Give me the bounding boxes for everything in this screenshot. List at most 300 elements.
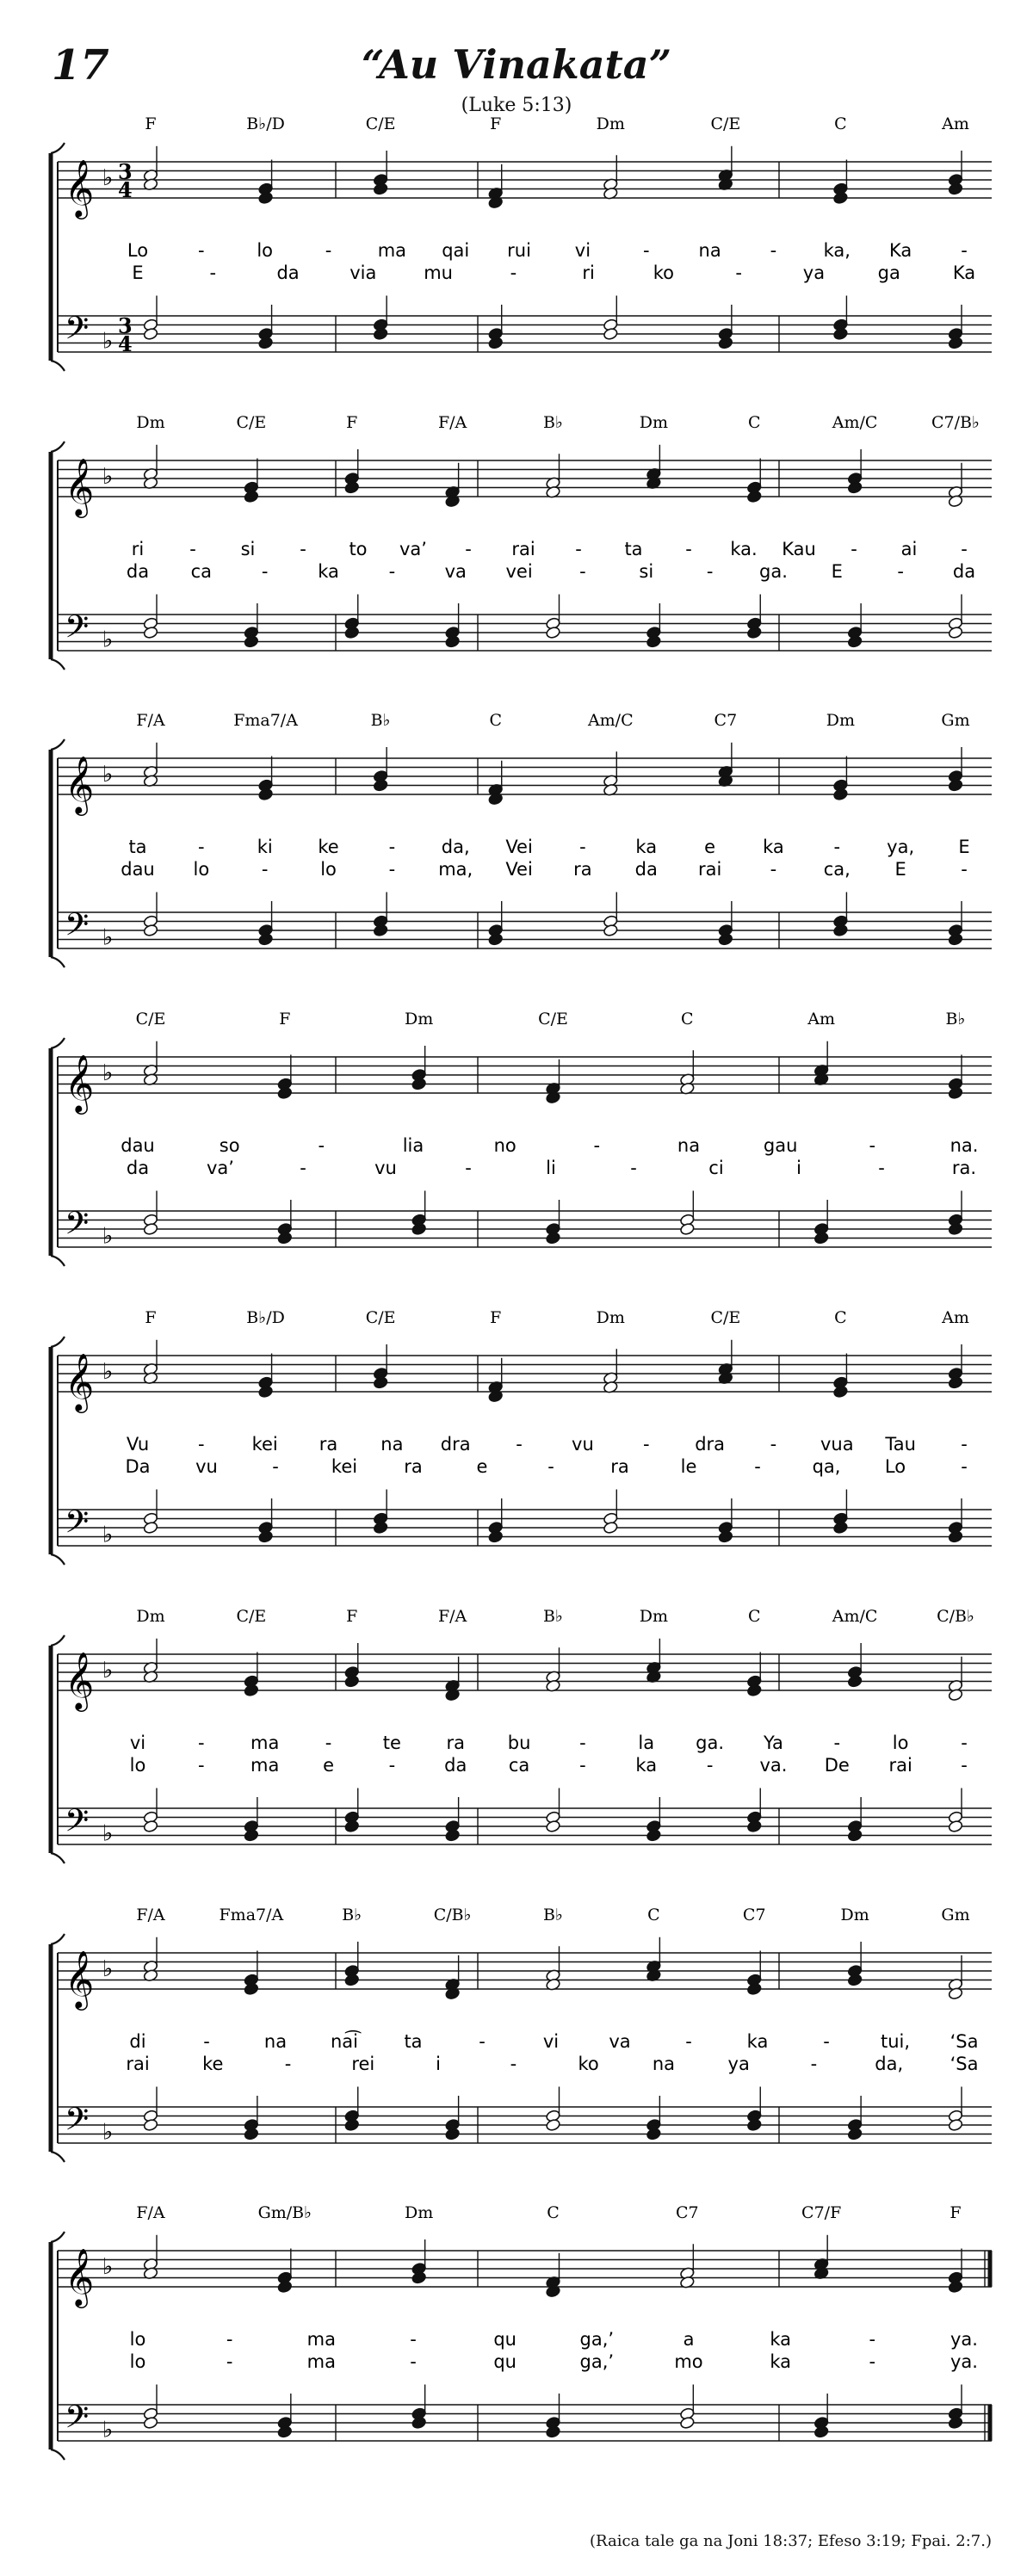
verse2-syllable: vu	[195, 1456, 218, 1477]
bass-notehead	[832, 327, 848, 340]
bass-notehead	[546, 626, 561, 639]
key-flat-icon: ♭	[102, 627, 114, 653]
verse2-syllable: ka	[770, 2351, 792, 2372]
bracket-bottom-hook	[51, 659, 65, 670]
bass-notehead	[411, 2416, 427, 2429]
verse2-syllable: ra	[573, 859, 592, 880]
chord-symbol: Gm	[941, 711, 970, 730]
verse1-syllable: rui	[507, 240, 531, 261]
verse2-syllable: va.	[759, 1755, 788, 1776]
verse2-syllable: -	[878, 1158, 885, 1178]
verse1-syllable: te	[382, 1733, 401, 1753]
verse2-syllable: -	[706, 561, 714, 582]
bass-notehead	[948, 1530, 963, 1543]
verse1-syllable: Vei	[505, 837, 533, 857]
verse1-syllable: -	[203, 2031, 210, 2052]
verse2-syllable: ci	[708, 1158, 724, 1178]
bass-notehead	[546, 1232, 561, 1245]
verse1-syllable: la	[638, 1733, 655, 1753]
hymn-number: 17	[52, 41, 109, 90]
bass-notehead	[948, 337, 963, 349]
verse1-syllable: -	[961, 1733, 968, 1753]
chord-symbol: C/B♭	[433, 1906, 472, 1924]
verse2-syllable: i	[796, 1158, 801, 1178]
verse1-syllable: lo	[892, 1733, 909, 1753]
verse1-syllable: ta	[404, 2031, 423, 2052]
bass-notehead	[546, 2425, 561, 2438]
key-flat-icon: ♭	[102, 1658, 114, 1683]
bass-notehead	[718, 933, 733, 946]
verse2-syllable: Lo	[884, 1456, 906, 1477]
bass-notehead	[258, 1530, 274, 1543]
verse1-syllable: -	[770, 240, 777, 261]
verse2-syllable: da	[276, 263, 300, 283]
verse1-syllable: Kau	[782, 539, 816, 559]
chord-symbol: C7/B♭	[931, 413, 980, 432]
verse1-syllable: to	[349, 539, 368, 559]
verse1-syllable: lo	[129, 2329, 146, 2350]
bass-notehead	[373, 327, 388, 340]
verse1-syllable: ka	[746, 2031, 769, 2052]
treble-notehead	[244, 1982, 259, 1995]
verse1-syllable: qu	[493, 2329, 516, 2350]
verse1-syllable: -	[325, 240, 332, 261]
verse1-syllable: so	[219, 1135, 240, 1156]
bracket-top-hook	[51, 2232, 65, 2242]
treble-notehead	[277, 1086, 293, 1099]
verse2-syllable: -	[770, 859, 777, 880]
verse1-syllable: E	[958, 837, 970, 857]
verse2-syllable: ma,	[438, 859, 473, 880]
bass-notehead	[746, 2118, 762, 2131]
verse2-syllable: Ka	[952, 263, 976, 283]
verse1-syllable: -	[593, 1135, 601, 1156]
treble-notehead	[832, 191, 848, 204]
verse1-syllable: va’	[399, 539, 427, 559]
verse2-syllable: -	[388, 561, 396, 582]
chord-symbol: C	[747, 413, 761, 432]
bass-clef-icon: 𝄢	[65, 2101, 90, 2146]
chord-symbol: F	[490, 114, 502, 133]
bass-notehead	[277, 1232, 293, 1245]
verse2-syllable: da	[952, 561, 976, 582]
bass-notehead	[244, 2128, 259, 2140]
song-title: “Au Vinakata”	[361, 41, 672, 88]
system-5	[51, 1308, 992, 1565]
treble-notehead	[373, 779, 388, 792]
chord-symbol: Dm	[405, 1010, 434, 1029]
verse1-syllable: na.	[949, 1135, 979, 1156]
verse2-syllable: Vei	[505, 859, 533, 880]
system-4	[51, 1010, 992, 1266]
bass-notehead	[847, 635, 863, 648]
key-flat-icon: ♭	[102, 165, 114, 191]
verse2-syllable: va	[444, 561, 467, 582]
chord-symbol: F/A	[437, 1607, 467, 1626]
verse1-syllable: Ka	[889, 240, 912, 261]
verse1-syllable: kei	[251, 1434, 278, 1455]
footer-reference: (Raica tale ga na Joni 18:37; Efeso 3:19; Fpai. 2:7.)	[589, 2532, 992, 2550]
system-6	[51, 1607, 992, 1863]
treble-clef-icon: 𝄞	[65, 1651, 95, 1709]
verse2-syllable: -	[261, 859, 269, 880]
chord-symbol: C	[681, 1010, 694, 1029]
verse2-syllable: rai	[126, 2054, 150, 2074]
chord-symbol: C	[489, 711, 502, 730]
chord-symbol: Dm	[639, 413, 668, 432]
treble-notehead	[344, 481, 360, 494]
bass-notehead	[746, 626, 762, 639]
chord-symbol: Am	[942, 114, 969, 133]
chord-symbol: C/E	[365, 1308, 396, 1327]
verse1-syllable: da,	[441, 837, 470, 857]
verse1-syllable: -	[823, 2031, 830, 2052]
bass-clef-icon: 𝄢	[65, 310, 90, 355]
bass-notehead	[411, 1222, 427, 1235]
chord-symbol: Am/C	[587, 711, 634, 730]
key-flat-icon: ♭	[102, 924, 114, 951]
bass-notehead	[813, 1232, 829, 1245]
bass-notehead	[445, 635, 461, 648]
verse1-syllable: Vu	[126, 1434, 150, 1455]
verse2-syllable: ga.	[759, 561, 788, 582]
bracket-bottom-hook	[51, 2449, 65, 2460]
verse2-syllable: da,	[875, 2054, 904, 2074]
verse2-syllable: ca,	[823, 859, 851, 880]
verse1-syllable: vua	[820, 1434, 854, 1455]
bass-notehead	[143, 1819, 158, 1832]
bass-notehead	[143, 2118, 158, 2131]
verse1-syllable: ra	[319, 1434, 338, 1455]
verse1-syllable: ta	[128, 837, 147, 857]
verse2-syllable: -	[961, 1755, 968, 1776]
bracket-bottom-hook	[51, 1554, 65, 1565]
verse1-syllable: -	[961, 539, 968, 559]
scripture-reference: (Luke 5:13)	[461, 95, 572, 116]
verse2-syllable: ca	[508, 1755, 530, 1776]
bass-notehead	[847, 2128, 863, 2140]
verse2-syllable: ca	[190, 561, 213, 582]
treble-notehead	[746, 1982, 762, 1995]
verse1-syllable: vi	[542, 2031, 560, 2052]
verse1-syllable: -	[770, 1434, 777, 1455]
chord-symbol: C7/F	[801, 2203, 842, 2222]
chord-symbol: C/E	[365, 114, 396, 133]
treble-notehead	[244, 1683, 259, 1696]
chord-symbol: F/A	[136, 1906, 165, 1924]
verse2-syllable: mu	[424, 263, 453, 283]
treble-notehead	[746, 1683, 762, 1696]
verse2-syllable: ya.	[950, 2351, 978, 2372]
verse1-syllable: vi	[574, 240, 591, 261]
bass-notehead	[948, 2416, 963, 2429]
verse2-syllable: i	[436, 2054, 442, 2074]
bass-notehead	[344, 2118, 360, 2131]
treble-notehead	[847, 1974, 863, 1986]
bass-clef-icon: 𝄢	[65, 2399, 90, 2443]
bracket-top-hook	[51, 1635, 65, 1646]
verse2-syllable: ri	[582, 263, 595, 283]
verse2-syllable: ya	[802, 263, 826, 283]
verse2-syllable: si	[639, 561, 654, 582]
bass-notehead	[646, 2128, 661, 2140]
verse2-syllable: da	[126, 561, 150, 582]
bass-notehead	[718, 1530, 733, 1543]
verse1-syllable: bu	[507, 1733, 531, 1753]
verse2-syllable: -	[226, 2351, 233, 2372]
verse1-syllable: qai	[442, 240, 470, 261]
verse2-syllable: na	[652, 2054, 676, 2074]
bass-notehead	[948, 2118, 963, 2131]
treble-notehead	[832, 788, 848, 800]
verse1-syllable: -	[642, 240, 650, 261]
verse2-syllable: -	[300, 1158, 306, 1178]
treble-notehead	[258, 1385, 274, 1398]
bass-notehead	[646, 1829, 661, 1842]
time-signature-top: 3	[118, 159, 133, 184]
chord-symbol: F/A	[136, 2203, 165, 2222]
verse1-syllable: ga,’	[579, 2329, 615, 2350]
verse2-syllable: E	[132, 263, 144, 283]
verse1-syllable: dra	[440, 1434, 471, 1455]
verse2-syllable: -	[961, 859, 968, 880]
verse1-syllable: ma	[377, 240, 407, 261]
bass-clef-icon: 𝄢	[65, 608, 90, 653]
chord-symbol: F	[346, 1607, 358, 1626]
chord-symbol: C/E	[236, 1607, 267, 1626]
bass-notehead	[143, 626, 158, 639]
key-flat-icon: ♭	[102, 1223, 114, 1250]
bass-notehead	[546, 2118, 561, 2131]
bass-clef-icon: 𝄢	[65, 1802, 90, 1847]
treble-clef-icon: 𝄞	[65, 1053, 95, 1112]
chord-symbol: F	[145, 1308, 157, 1327]
chord-symbol: C	[647, 1906, 660, 1924]
system-3	[51, 711, 992, 967]
verse2-syllable: rei	[351, 2054, 375, 2074]
verse1-syllable: ya,	[887, 837, 915, 857]
verse1-syllable: ka,	[823, 240, 851, 261]
bass-notehead	[488, 1530, 504, 1543]
verse1-syllable: -	[198, 837, 205, 857]
chord-symbol: Am	[942, 1308, 969, 1327]
key-flat-icon: ♭	[102, 1956, 114, 1982]
verse2-syllable: vu	[374, 1158, 397, 1178]
verse1-syllable: -	[579, 837, 586, 857]
verse2-syllable: -	[284, 2054, 292, 2074]
chord-symbol: C7	[714, 711, 738, 730]
verse1-syllable: -	[869, 1135, 876, 1156]
treble-clef-icon: 𝄞	[65, 1949, 95, 2008]
treble-notehead	[847, 1675, 863, 1688]
bass-notehead	[603, 1521, 618, 1534]
bracket-bottom-hook	[51, 2152, 65, 2162]
verse1-syllable: ke	[318, 837, 339, 857]
chord-symbol: B♭	[543, 1607, 563, 1626]
key-flat-icon: ♭	[102, 464, 114, 490]
verse2-syllable: -	[510, 263, 517, 283]
verse1-syllable: Lo	[127, 240, 149, 261]
bass-notehead	[948, 933, 963, 946]
time-signature-bottom: 4	[118, 331, 133, 356]
verse2-syllable: lo	[193, 859, 210, 880]
bass-notehead	[244, 635, 259, 648]
verse2-syllable: -	[897, 561, 904, 582]
bass-notehead	[646, 635, 661, 648]
verse2-syllable: -	[579, 561, 586, 582]
chord-symbol: F/A	[136, 711, 165, 730]
chord-symbol: B♭/D	[246, 1308, 285, 1327]
verse2-syllable: ra.	[951, 1158, 977, 1178]
chord-symbol: B♭/D	[246, 114, 285, 133]
verse1-syllable: di	[129, 2031, 146, 2052]
treble-clef-icon: 𝄞	[65, 2247, 95, 2306]
chord-symbol: Gm	[941, 1906, 970, 1924]
treble-clef-icon: 𝄞	[65, 755, 95, 813]
verse2-syllable: va’	[207, 1158, 234, 1178]
chord-symbol: C/E	[135, 1010, 166, 1029]
verse2-syllable: da	[444, 1755, 467, 1776]
verse1-syllable: -	[465, 539, 472, 559]
verse1-syllable: -	[479, 2031, 486, 2052]
verse2-syllable: ka	[318, 561, 339, 582]
bass-notehead	[679, 2416, 695, 2429]
chord-symbol: B♭	[342, 1906, 362, 1924]
verse2-syllable: ‘Sa	[949, 2054, 979, 2074]
bass-notehead	[948, 1222, 963, 1235]
verse2-syllable: E	[831, 561, 843, 582]
verse1-syllable: -	[833, 837, 841, 857]
verse1-syllable: -	[685, 2031, 692, 2052]
treble-notehead	[411, 1078, 427, 1090]
bracket-bottom-hook	[51, 1853, 65, 1863]
verse2-syllable: e	[476, 1456, 488, 1477]
treble-notehead	[411, 2271, 427, 2284]
treble-notehead	[344, 1974, 360, 1986]
bass-clef-icon: 𝄢	[65, 1205, 90, 1250]
verse1-syllable: va	[609, 2031, 631, 2052]
verse2-syllable: -	[261, 561, 269, 582]
chord-symbol: Dm	[405, 2203, 434, 2222]
verse1-syllable: ‘Sa	[949, 2031, 979, 2052]
verse1-syllable: e	[704, 837, 716, 857]
chord-symbol: C/E	[710, 1308, 741, 1327]
bass-notehead	[746, 1819, 762, 1832]
verse1-syllable: ra	[446, 1733, 465, 1753]
verse1-syllable: lia	[402, 1135, 424, 1156]
treble-notehead	[948, 1376, 963, 1389]
treble-notehead	[746, 490, 762, 503]
bass-notehead	[277, 2425, 293, 2438]
chord-symbol: C7	[676, 2203, 699, 2222]
verse2-syllable: -	[754, 1456, 761, 1477]
chord-symbol: C/B♭	[937, 1607, 974, 1626]
key-flat-icon: ♭	[102, 2119, 114, 2146]
system-1	[51, 114, 992, 371]
verse2-syllable: -	[198, 1755, 205, 1776]
verse1-syllable: -	[516, 1434, 523, 1455]
bass-notehead	[847, 1829, 863, 1842]
verse2-syllable: mo	[674, 2351, 703, 2372]
chord-symbol: Dm	[639, 1607, 668, 1626]
bass-notehead	[488, 337, 504, 349]
chord-symbol: C	[834, 1308, 847, 1327]
verse2-syllable: -	[510, 2054, 517, 2074]
chord-symbol: Dm	[136, 1607, 165, 1626]
chord-symbol: Am/C	[832, 413, 878, 432]
system-7	[51, 1906, 992, 2162]
verse2-syllable: lo	[129, 2351, 146, 2372]
chord-symbol: F	[279, 1010, 291, 1029]
verse2-syllable: -	[547, 1456, 554, 1477]
treble-notehead	[344, 1675, 360, 1688]
verse2-syllable: De	[824, 1755, 850, 1776]
verse2-syllable: kei	[331, 1456, 358, 1477]
key-flat-icon: ♭	[102, 1820, 114, 1847]
verse2-syllable: -	[272, 1456, 279, 1477]
bass-notehead	[813, 2425, 829, 2438]
bass-notehead	[488, 933, 504, 946]
bass-notehead	[143, 1222, 158, 1235]
chord-symbol: B♭	[945, 1010, 966, 1029]
treble-notehead	[258, 191, 274, 204]
verse2-syllable: ma	[251, 1755, 280, 1776]
chord-symbol: C	[547, 2203, 560, 2222]
verse1-syllable: ka	[763, 837, 784, 857]
verse2-syllable: le	[680, 1456, 697, 1477]
treble-clef-icon: 𝄞	[65, 1352, 95, 1411]
verse1-syllable: Tau	[885, 1434, 916, 1455]
verse1-syllable: -	[388, 837, 396, 857]
verse1-syllable: a	[683, 2329, 695, 2350]
chord-symbol: B♭	[543, 1906, 563, 1924]
verse1-syllable: Ya	[764, 1733, 783, 1753]
key-flat-icon: ♭	[102, 1060, 114, 1086]
verse1-syllable: dra	[695, 1434, 726, 1455]
verse1-syllable: dau	[121, 1135, 155, 1156]
bracket-bottom-hook	[51, 957, 65, 967]
verse1-syllable: ki	[257, 837, 273, 857]
verse2-syllable: dau	[121, 859, 155, 880]
bracket-top-hook	[51, 1934, 65, 1944]
chord-symbol: C	[834, 114, 847, 133]
verse1-syllable: -	[833, 1733, 841, 1753]
verse1-syllable: -	[961, 240, 968, 261]
verse1-syllable: -	[189, 539, 196, 559]
chord-symbol: F	[145, 114, 157, 133]
chord-symbol: Dm	[596, 1308, 625, 1327]
verse1-syllable: na	[263, 2031, 288, 2052]
chord-symbol: Dm	[840, 1906, 869, 1924]
verse2-syllable: ko	[578, 2054, 599, 2074]
bass-notehead	[344, 626, 360, 639]
verse1-syllable: lo	[257, 240, 274, 261]
chord-symbol: Dm	[826, 711, 856, 730]
verse1-syllable: ma	[251, 1733, 280, 1753]
verse1-syllable: tui,	[880, 2031, 911, 2052]
verse2-syllable: -	[810, 2054, 818, 2074]
bass-clef-icon: 𝄢	[65, 1504, 90, 1548]
verse1-syllable: ga.	[696, 1733, 725, 1753]
chord-symbol: Fma7/A	[219, 1906, 284, 1924]
verse1-syllable: -	[318, 1135, 325, 1156]
verse1-syllable: vi	[129, 1733, 146, 1753]
verse2-syllable: da	[634, 859, 658, 880]
verse2-syllable: -	[735, 263, 742, 283]
verse1-syllable: rai	[511, 539, 535, 559]
verse2-syllable: ke	[202, 2054, 224, 2074]
treble-notehead	[258, 788, 274, 800]
